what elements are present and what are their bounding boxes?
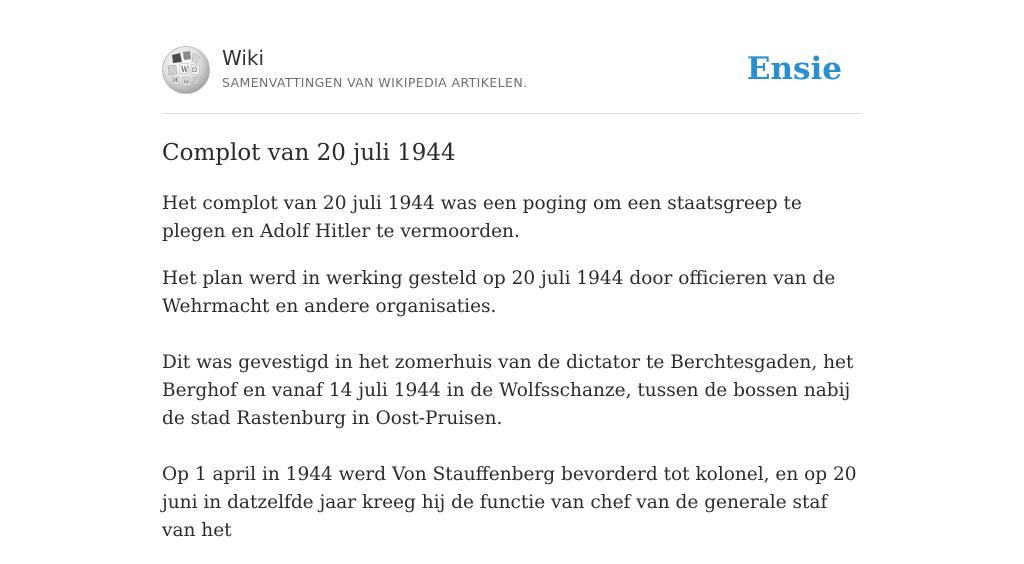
article-title: Complot van 20 juli 1944 bbox=[162, 140, 456, 166]
svg-text:И: И bbox=[173, 78, 178, 84]
wikipedia-globe-icon[interactable] bbox=[162, 46, 210, 94]
svg-text:ω: ω bbox=[184, 79, 189, 85]
site-header bbox=[162, 46, 862, 96]
site-tagline: SAMENVATTINGEN VAN WIKIPEDIA ARTIKELEN. bbox=[222, 75, 528, 90]
header-divider bbox=[162, 113, 862, 114]
article-paragraph: Het complot van 20 juli 1944 was een poging om een staatsgreep te plegen en Adolf Hitler te vermoorden. bbox=[162, 193, 802, 242]
site-name[interactable]: Wiki bbox=[222, 46, 265, 70]
article-paragraph: Dit was gevestigd in het zomerhuis van de dictator te Berchtesgaden, het Berghof en vanaf 14 juli 1944 in de Wolfsschanze, tussen de bossen nabij de stad Rastenburg in Oost-Pruisen. bbox=[162, 352, 854, 429]
brand-logo[interactable]: Ensie bbox=[746, 51, 842, 87]
article-paragraph: Op 1 april in 1944 werd Von Stauffenberg bevorderd tot kolonel, en op 20 juni in datzelfde jaar kreeg hij de functie van chef van de generale staf van het bbox=[162, 464, 857, 541]
svg-text:Ω: Ω bbox=[192, 67, 197, 74]
article-body bbox=[162, 190, 864, 564]
svg-text:W: W bbox=[181, 66, 189, 74]
article-paragraph: Het plan werd in werking gesteld op 20 juli 1944 door officieren van de Wehrmacht en andere organisaties. bbox=[162, 268, 836, 317]
